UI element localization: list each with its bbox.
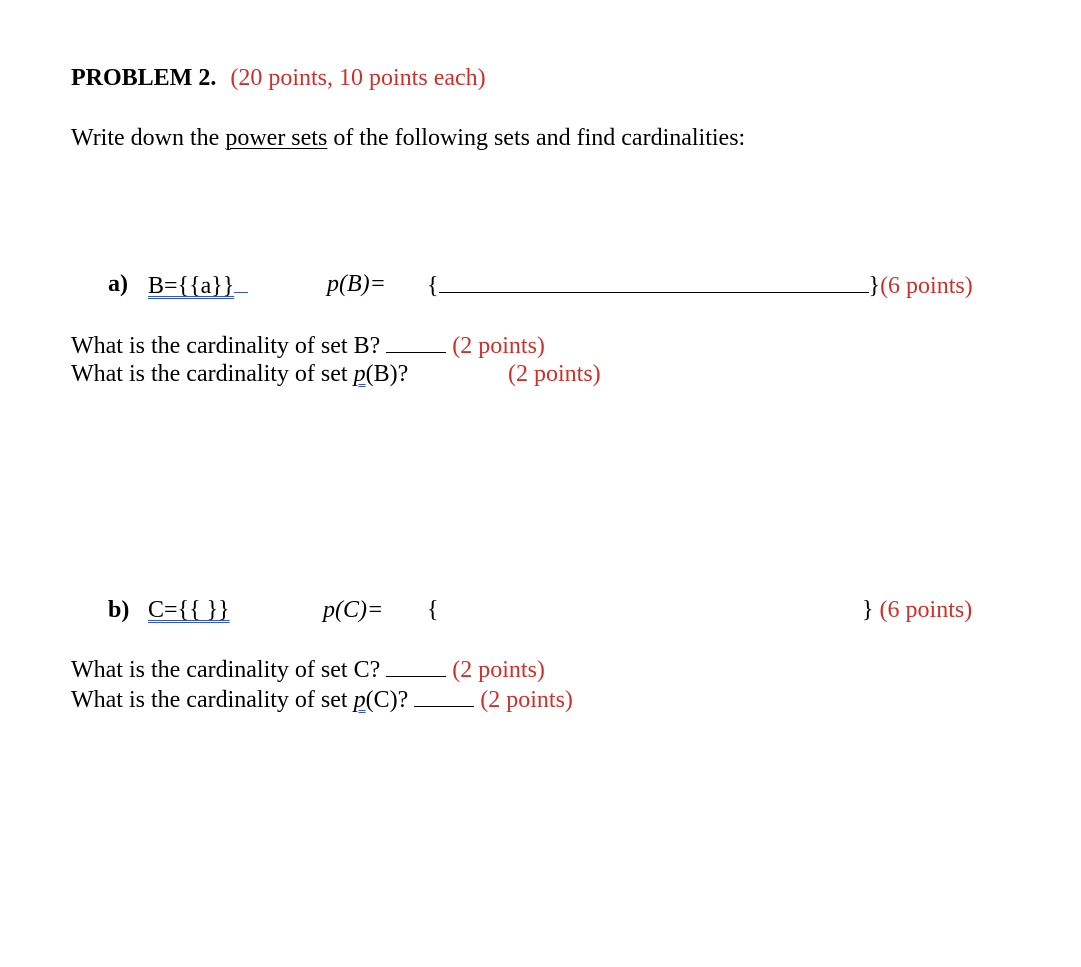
part-a-close-brace: } (868, 273, 881, 299)
part-a-q1-text: What is the cardinality of set B? (71, 333, 381, 359)
part-b-set-def (148, 596, 230, 624)
part-a-power-label: p(B)= (327, 271, 386, 297)
part-a-set-blank (234, 270, 248, 293)
part-b-power-label: p(C)= (323, 597, 384, 623)
part-b-open-brace: { (427, 597, 439, 623)
part-b-q2-p: p (353, 687, 366, 713)
part-b-q2-blank[interactable] (414, 684, 474, 707)
part-a-q1-blank[interactable] (386, 330, 446, 353)
part-a-set-def (148, 270, 248, 300)
part-b-q2-suffix: (C)? (365, 687, 409, 713)
part-b-points: (6 points) (879, 597, 973, 623)
part-b-q1-blank[interactable] (386, 654, 446, 677)
instruction-power-sets: power sets (225, 125, 328, 151)
part-a-q2-suffix: (B)? (365, 361, 409, 387)
part-b-q1-text: What is the cardinality of set C? (71, 657, 381, 683)
part-a-answer-line (427, 270, 973, 300)
part-a-q2-prefix: What is the cardinality of set (71, 361, 354, 387)
problem-title: PROBLEM 2. (71, 65, 217, 91)
part-a-q2-points: (2 points) (508, 361, 601, 387)
part-b-q1-points: (2 points) (452, 657, 545, 683)
part-b-q2-points: (2 points) (480, 687, 573, 713)
part-a-set-def-text: B={{a}} (148, 273, 235, 299)
part-b-set-def-text: C={{ }} (148, 597, 230, 623)
part-b-label: b) (108, 597, 130, 623)
instruction-prefix: Write down the (71, 125, 226, 151)
part-a-q2-p: p (353, 361, 366, 387)
part-b-close-brace: } (862, 597, 874, 623)
part-a-q2 (71, 360, 408, 388)
part-a-q1 (71, 330, 545, 360)
part-a-open-brace: { (427, 273, 439, 299)
problem-header (71, 64, 486, 92)
instruction (71, 124, 745, 152)
part-a-label: a) (108, 271, 128, 297)
part-b-q2-prefix: What is the cardinality of set (71, 687, 354, 713)
instruction-suffix: of the following sets and find cardinalities: (327, 125, 746, 151)
part-a-points: (6 points) (880, 273, 973, 299)
part-b-q1 (71, 654, 545, 684)
part-b-close-group (862, 596, 972, 624)
problem-points: (20 points, 10 points each) (230, 65, 486, 91)
part-a-q1-points: (2 points) (452, 333, 545, 359)
part-a-answer-blank[interactable] (439, 270, 869, 293)
part-b-q2 (71, 684, 573, 714)
